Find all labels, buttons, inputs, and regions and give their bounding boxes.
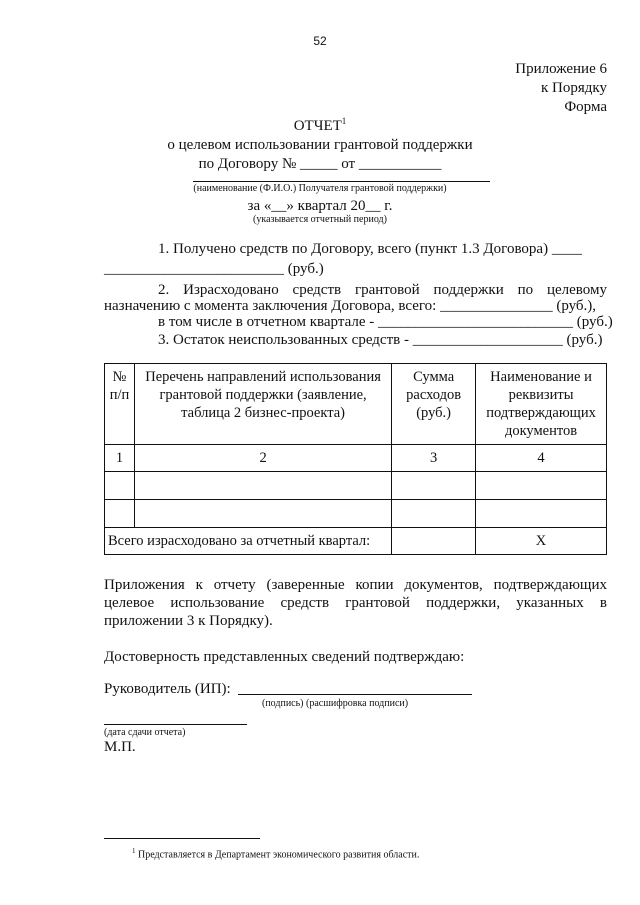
signature-line [238, 694, 472, 695]
table-total-row [105, 528, 607, 555]
table-row [105, 472, 607, 500]
header-number: № п/п [105, 364, 135, 445]
footnote-mark: 1 [341, 116, 347, 126]
recipient-caption: (наименование (Ф.И.О.) Получателя грантовой поддержки) [193, 183, 447, 194]
date-caption: (дата сдачи отчета) [104, 727, 186, 738]
attachments-line-2: целевое использование средств грантовой поддержки, указанных в [104, 595, 607, 611]
numbering-cell: 1 [105, 445, 135, 472]
page-number: 52 [313, 34, 327, 48]
table-cell [476, 472, 607, 500]
table-cell [392, 500, 476, 528]
signature-caption: (подпись) (расшифровка подписи) [262, 698, 409, 709]
table-cell [105, 500, 135, 528]
table-cell [392, 472, 476, 500]
numbering-cell: 3 [392, 445, 476, 472]
footnote-divider [104, 838, 260, 839]
table-cell [476, 500, 607, 528]
header-amount: Сумма расходов (руб.) [392, 364, 476, 445]
item-1-line-2: ________________________ (руб.) [104, 261, 324, 277]
date-line [104, 724, 247, 725]
quarter-line: за «__» квартал 20__ г. [247, 198, 393, 214]
total-amount-cell [392, 528, 476, 555]
attachments-line-1: Приложения к отчету (заверенные копии документов, подтверждающих [104, 577, 607, 593]
table-row [105, 500, 607, 528]
stamp-label: М.П. [104, 739, 136, 755]
total-x-cell: X [476, 528, 607, 555]
table-header-row [105, 364, 607, 445]
report-title-block [0, 117, 640, 174]
item-2-line-3: в том числе в отчетном квартале - __________________________ (руб.) [158, 314, 613, 330]
report-subtitle: о целевом использовании грантовой поддержки [167, 137, 473, 153]
contract-line: по Договору № _____ от ___________ [198, 156, 442, 172]
header-directions: Перечень направлений использования грантовой поддержки (заявление, таблица 2 бизнес-проекта) [134, 364, 391, 445]
numbering-cell: 2 [134, 445, 391, 472]
signature-label: Руководитель (ИП): [104, 681, 231, 697]
report-heading: ОТЧЕТ$^1$ [293, 116, 347, 134]
confirmation-text: Достоверность представленных сведений подтверждаю: [104, 649, 465, 665]
item-2-line-1: 2. Израсходовано средств грантовой поддержки по целевому [158, 282, 607, 298]
table-numbering-row [105, 445, 607, 472]
item-2-line-2: назначению с момента заключения Договора, всего: _______________ (руб.), [104, 298, 597, 314]
header-documents: Наименование и реквизиты подтверждающих документов [476, 364, 607, 445]
table-cell [134, 472, 391, 500]
total-label: Всего израсходовано за отчетный квартал: [105, 528, 392, 555]
expenditure-table [104, 363, 607, 555]
footnote-text: $^1$ Представляется в Департамент экономического развития области. [132, 847, 420, 861]
appendix-line-2: к Порядку [541, 80, 607, 96]
item-3-line: 3. Остаток неиспользованных средств - ____________________ (руб.) [158, 332, 603, 348]
footnote-text-mark: 1 [132, 847, 136, 855]
appendix-line-3: Форма [564, 99, 607, 115]
quarter-caption: (указывается отчетный период) [253, 214, 387, 225]
item-1-line-1: 1. Получено средств по Договору, всего (пункт 1.3 Договора) ____ [158, 241, 582, 257]
recipient-name-line [193, 181, 490, 182]
table-cell [134, 500, 391, 528]
attachments-line-3: приложении 3 к Порядку). [104, 613, 273, 629]
table-cell [105, 472, 135, 500]
appendix-header [515, 60, 607, 117]
numbering-cell: 4 [476, 445, 607, 472]
appendix-line-1: Приложение 6 [515, 61, 607, 77]
